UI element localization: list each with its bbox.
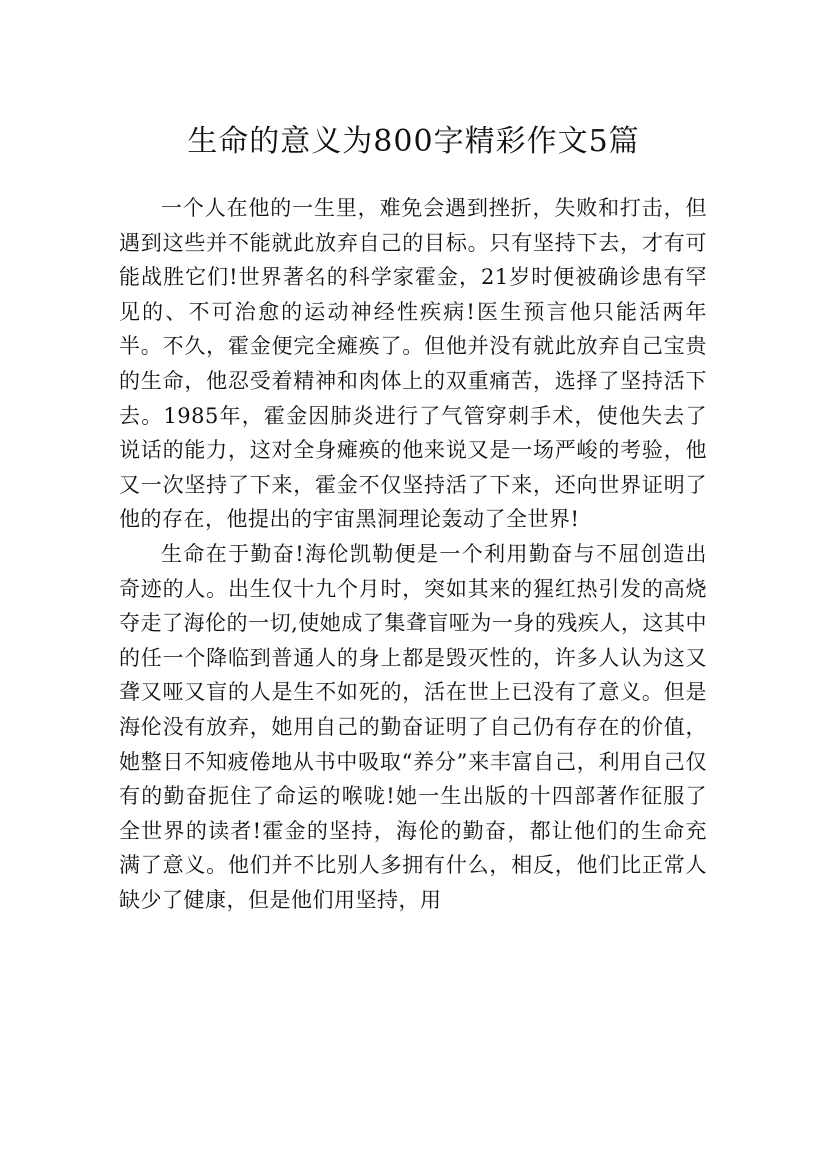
paragraph-1: 一个人在他的一生里，难免会遇到挫折，失败和打击，但遇到这些并不能就此放弃自己的目标。只有坚持下去，才有可能战胜它们!世界著名的科学家霍金，21岁时便被确诊患有罕见的、不可治愈的运动神经性疾病!医生预言他只能活两年半。不久，霍金便完全瘫痪了。但他并没有就此放弃自己宝贵的生命，他忍受着精神和肉体上的双重痛苦，选择了坚持活下去。1985年，霍金因肺炎进行了气管穿刺手术，使他失去了说话的能力，这对全身瘫痪的他来说又是一场严峻的考验，他又一次坚持了下来，霍金不仅坚持活了下来，还向世界证明了他的存在，他提出的宇宙黑洞理论轰动了全世界! (119, 196, 707, 532)
document-title: 生命的意义为800字精彩作文5篇 (187, 124, 640, 160)
paragraph-2: 生命在于勤奋!海伦凯勒便是一个利用勤奋与不屈创造出奇迹的人。出生仅十九个月时，突如其来的猩红热引发的高烧夺走了海伦的一切,使她成了集聋盲哑为一身的残疾人，这其中的任一个降临到普通人的身上都是毁灭性的，许多人认为这又聋又哑又盲的人是生不如死的，活在世上已没有了意义。但是海伦没有放弃，她用自己的勤奋证明了自己仍有存在的价值，她整日不知疲倦地从书中吸取“养分”来丰富自己，利用自己仅有的勤奋扼住了命运的喉咙!她一生出版的十四部著作征服了全世界的读者!霍金的坚持，海伦的勤奋，都让他们的生命充满了意义。他们并不比别人多拥有什么，相反，他们比正常人缺少了健康，但是他们用坚持，用 (119, 541, 707, 912)
document-body (119, 191, 707, 917)
